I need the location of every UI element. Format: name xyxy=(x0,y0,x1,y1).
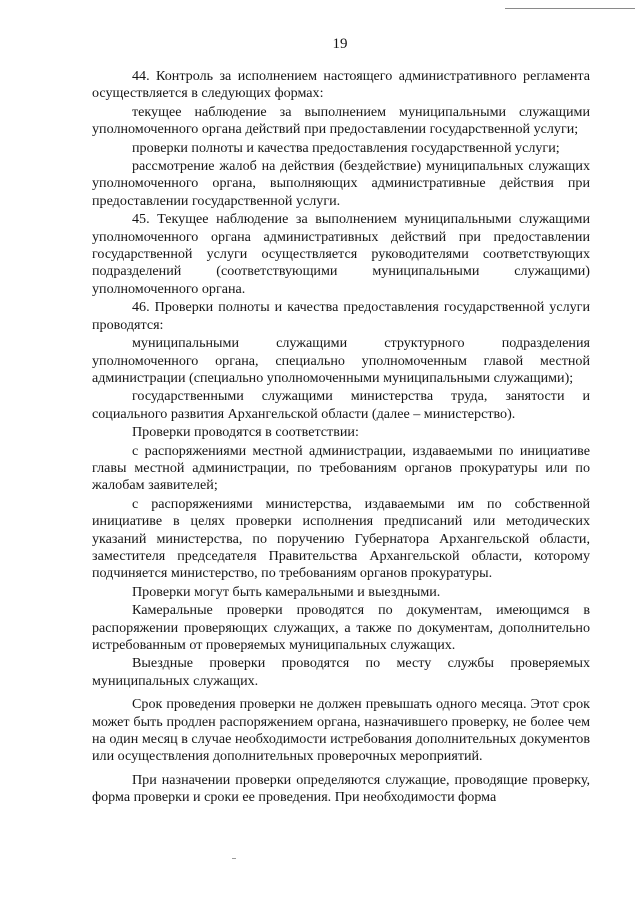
paragraph-44: 44. Контроль за исполнением настоящего административного регламента осуществляется в следующих формах: xyxy=(92,68,590,102)
paragraph-checks-basis: Проверки проводятся в соответствии: xyxy=(132,424,359,441)
paragraph-45: 45. Текущее наблюдение за выполнением муниципальными служащими уполномоченного органа административных действий при предоставлении государственной услуги осуществляется руководителями соответствующих подразделений (соответствующими муниципальными служащими) уполномоченного органа. xyxy=(92,211,590,297)
paragraph-46: 46. Проверки полноты и качества предоставления государственной услуги проводятся: xyxy=(92,299,590,333)
paragraph-form-complaints: рассмотрение жалоб на действия (бездействие) муниципальных служащих уполномоченного органа, выполняющих административные действия при предоставлении государственной услуги. xyxy=(92,158,590,209)
paragraph-check-types: Проверки могут быть камеральными и выездными. xyxy=(132,583,441,600)
paragraph-local-orders: с распоряжениями местной администрации, издаваемыми по инициативе главы местной администрации, по требованиям органов прокуратуры или по жалобам заявителей; xyxy=(92,442,590,494)
top-rule xyxy=(505,8,635,9)
paragraph-ministry-orders: с распоряжениями министерства, издаваемыми им по собственной инициативе в целях проверки исполнения предписаний или методических указаний министерства, по поручению Губернатора Архангельской области, заместителя председателя Правительства Архангельской области, которому подчиняется министерство, по требованиям органов прокуратуры. xyxy=(92,495,590,582)
paragraph-desk-checks: Камеральные проверки проводятся по документам, имеющимся в распоряжении проверяющих служащих, а также по документам, дополнительно истребованным от проверяемых муниципальных служащих. xyxy=(92,602,590,653)
page-number: 19 xyxy=(332,36,348,52)
paragraph-state-inspectors: государственными служащими министерства труда, занятости и социального развития Архангельской области (далее – министерство). xyxy=(92,388,590,422)
paragraph-form-checks: проверки полноты и качества предоставления государственной услуги; xyxy=(132,139,560,156)
paragraph-check-duration: Срок проведения проверки не должен превышать одного месяца. Этот срок может быть продлен распоряжением органа, назначившего проверку, не более чем на один месяц в случае необходимости истребования дополнительных документов или осуществления дополнительных проверочных мероприятий. xyxy=(92,696,590,765)
paragraph-field-checks: Выездные проверки проводятся по месту службы проверяемых муниципальных служащих. xyxy=(92,655,590,689)
paragraph-municipal-inspectors: муниципальными служащими структурного подразделения уполномоченного органа, специально уполномоченным главой местной администрации (специально уполномоченными муниципальными служащими); xyxy=(92,335,590,386)
paragraph-check-assignment: При назначении проверки определяются служащие, проводящие проверку, форма проверки и сроки ее проведения. При необходимости форма xyxy=(92,771,590,806)
scan-speck xyxy=(232,858,236,859)
document-body xyxy=(92,68,590,808)
paragraph-form-observation: текущее наблюдение за выполнением муниципальными служащими уполномоченного органа действий при предоставлении государственной услуги; xyxy=(92,103,590,138)
